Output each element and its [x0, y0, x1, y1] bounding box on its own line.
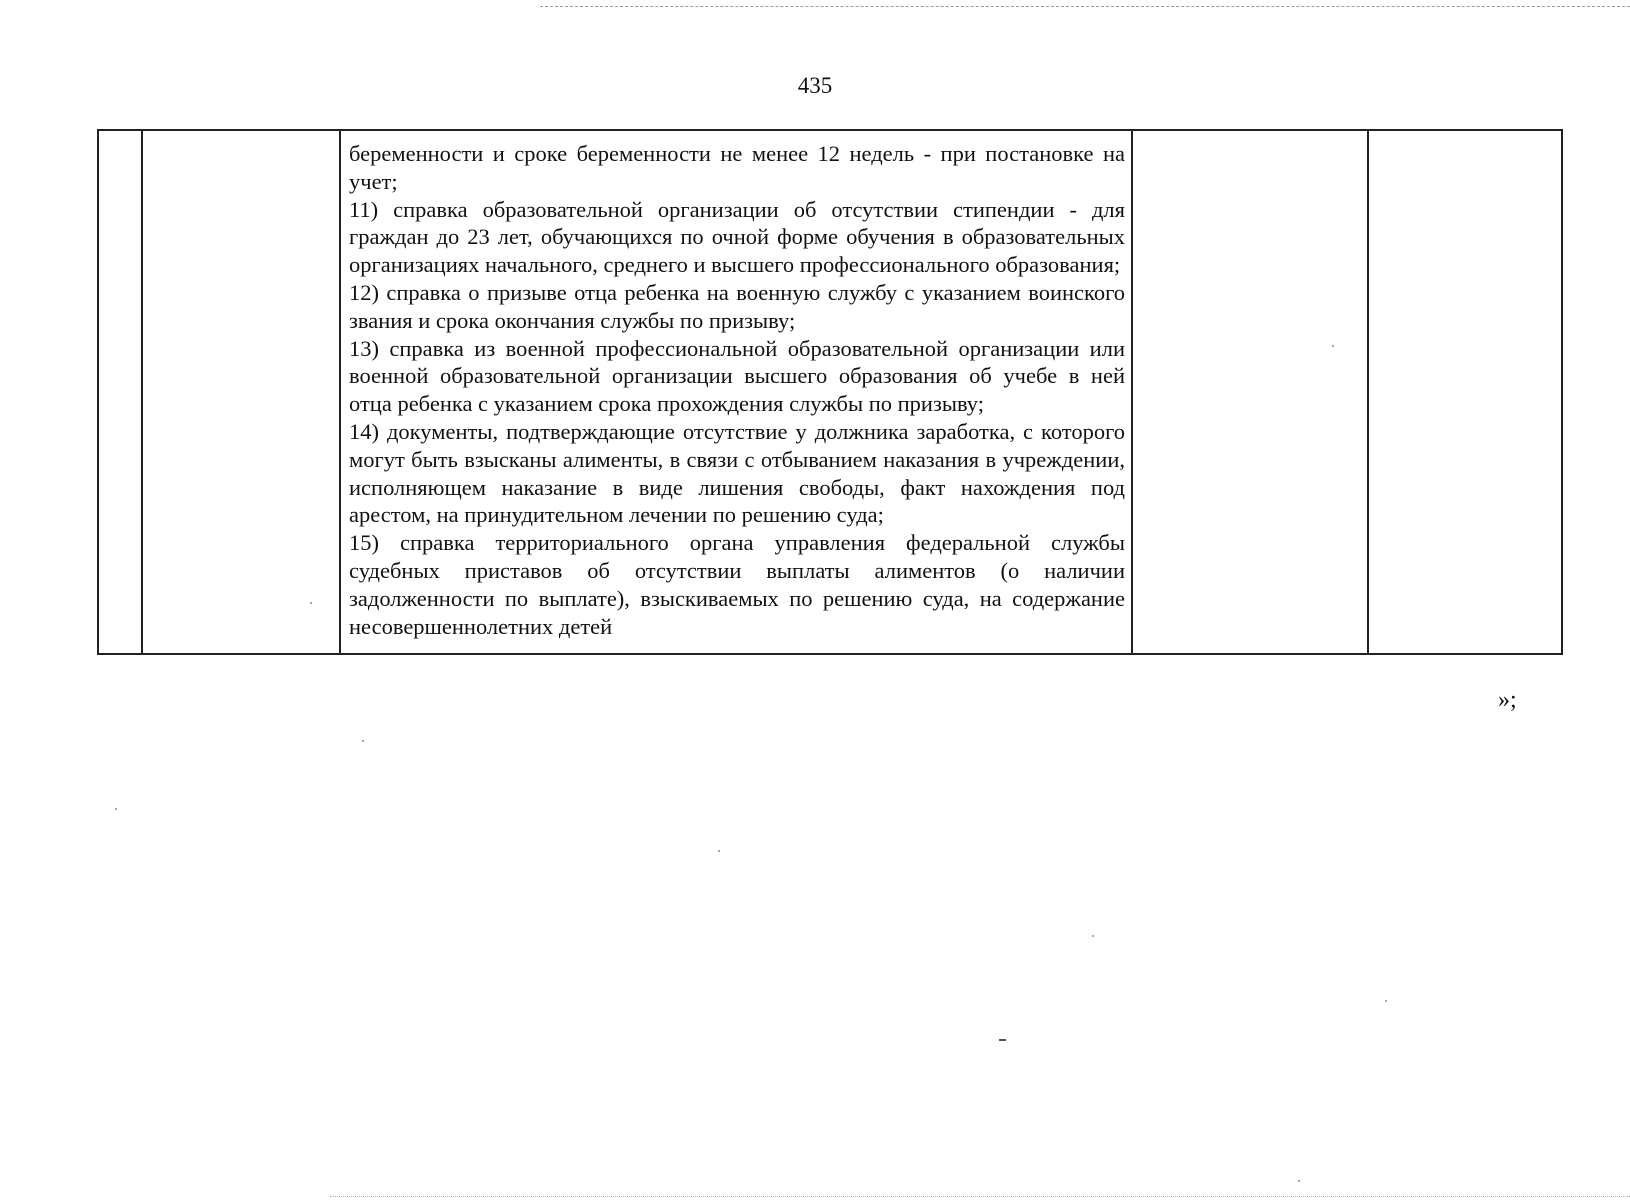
- scan-speck: [1092, 935, 1094, 937]
- document-paragraph: 14) документы, подтверждающие отсутствие у должника заработка, с которого могут быть взысканы алименты, в связи с отбыванием наказания в учреждении, исполняющем наказание в виде лишения свободы, факт нахождения под арестом, на принудительном лечении по решению суда;: [349, 418, 1125, 528]
- table-row: [98, 130, 1562, 654]
- scan-speck: [115, 808, 117, 810]
- scan-speck: [1385, 1000, 1387, 1002]
- page-number: 435: [797, 73, 833, 98]
- requirements-table: [97, 129, 1563, 655]
- scan-speck: [1298, 1180, 1300, 1182]
- table-cell-documents: [340, 130, 1132, 654]
- scan-bottom-rule: [330, 1196, 1630, 1197]
- scan-speck: [362, 740, 364, 742]
- scan-speck: [1332, 345, 1334, 347]
- document-paragraph: 13) справка из военной профессиональной образовательной организации или военной образовательной организации высшего образования об учебе в ней отца ребенка с указанием срока прохождения службы по призыву;: [349, 335, 1125, 417]
- document-paragraph: 12) справка о призыве отца ребенка на военную службу с указанием воинского звания и срока окончания службы по призыву;: [349, 279, 1125, 333]
- document-paragraph: 11) справка образовательной организации об отсутствии стипендии - для граждан до 23 лет, обучающихся по очной форме обучения в образовательных организациях начального, среднего и высшего профессионального образования;: [349, 196, 1125, 278]
- closing-quote-mark: »;: [1498, 687, 1517, 713]
- document-paragraph: беременности и сроке беременности не менее 12 недель - при постановке на учет;: [349, 141, 1125, 194]
- table-cell-empty: [1132, 130, 1368, 654]
- scan-top-rule: [540, 6, 1630, 7]
- scan-speck: [718, 850, 720, 852]
- scan-speck: [999, 1039, 1006, 1041]
- table-cell-number: [98, 130, 142, 654]
- table-cell-service: [142, 130, 340, 654]
- document-paragraph: 15) справка территориального органа управления федеральной службы судебных приставов об отсутствии выплаты алиментов (о наличии задолженности по выплате), взыскиваемых по решению суда, на содержание несовершеннолетних детей: [349, 530, 1125, 639]
- scan-speck: [310, 602, 312, 604]
- table-cell-empty: [1368, 130, 1562, 654]
